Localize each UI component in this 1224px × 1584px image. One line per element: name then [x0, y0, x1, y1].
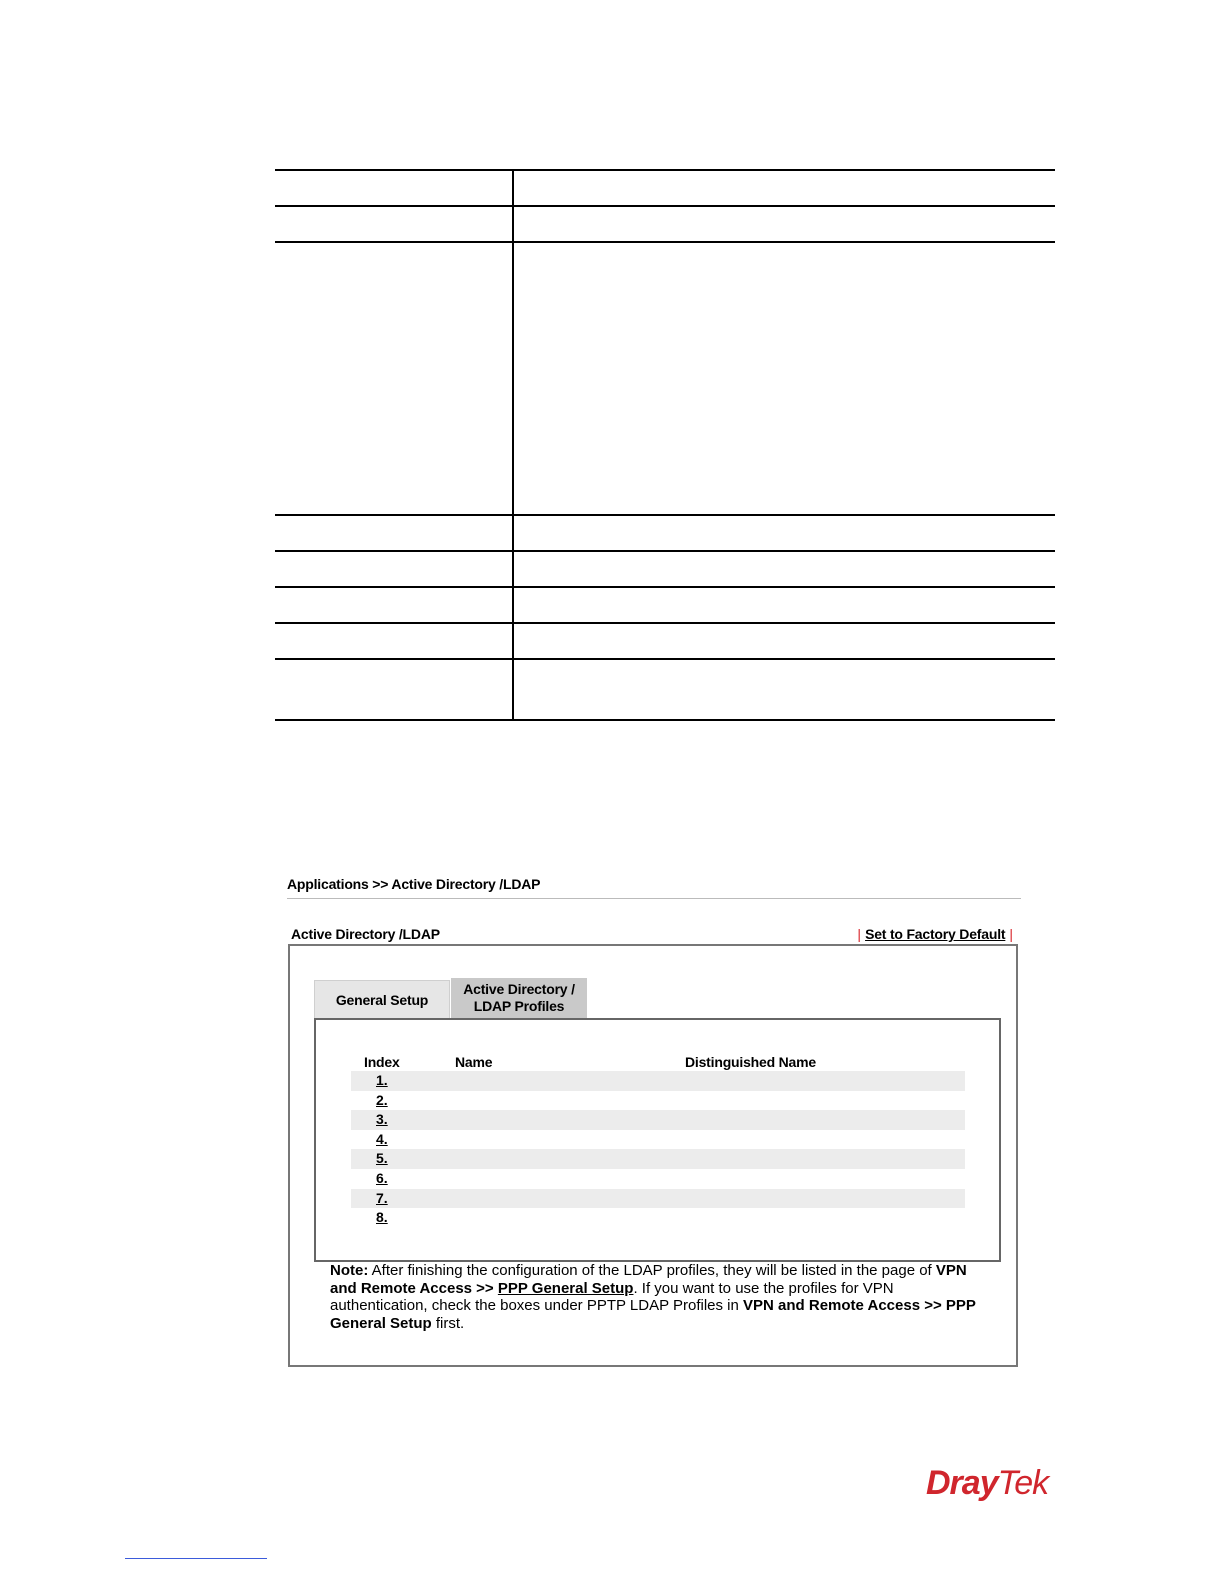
profiles-table-panel	[314, 1018, 1001, 1262]
table-rule	[275, 586, 1055, 588]
ldap-profiles-screenshot	[285, 870, 1025, 1372]
note-text-2: . If you want to use the profiles for VPN authentication, check the boxes under PPTP LDAP Profiles in	[330, 1279, 894, 1314]
profile-index-link[interactable]: 3.	[376, 1111, 388, 1128]
table-row	[351, 1208, 965, 1228]
note-text	[330, 1262, 980, 1332]
profile-index-link[interactable]: 7.	[376, 1189, 388, 1206]
factory-default-area	[853, 926, 1017, 942]
breadcrumb: Applications >> Active Directory /LDAP	[287, 876, 541, 892]
note-label: Note:	[330, 1262, 369, 1279]
table-rule	[275, 514, 1055, 516]
ppp-general-setup-link[interactable]: PPP General Setup	[497, 1279, 634, 1297]
column-header-distinguished-name: Distinguished Name	[685, 1054, 816, 1070]
document-table	[275, 169, 1055, 721]
tab-ldap-label-line2: LDAP Profiles	[473, 998, 565, 1014]
table-row	[351, 1110, 965, 1130]
table-row	[351, 1071, 965, 1091]
table-rule	[275, 622, 1055, 624]
tab-ldap-label-line1: Active Directory /	[463, 981, 575, 997]
profile-index-link[interactable]: 6.	[376, 1169, 388, 1186]
column-header-name: Name	[455, 1054, 493, 1070]
table-rule	[275, 719, 1055, 721]
table-row	[351, 1149, 965, 1169]
section-title: Active Directory /LDAP	[291, 926, 440, 942]
tab-general-setup[interactable]: General Setup	[314, 980, 450, 1020]
table-column-divider	[512, 169, 514, 721]
table-rule	[275, 241, 1055, 243]
profile-index-link[interactable]: 8.	[376, 1209, 388, 1226]
table-rule	[275, 550, 1055, 552]
profile-index-link[interactable]: 1.	[376, 1072, 388, 1088]
table-row	[351, 1130, 965, 1150]
profile-index-link[interactable]: 4.	[376, 1130, 388, 1147]
table-rule	[275, 205, 1055, 207]
table-row	[351, 1091, 965, 1111]
draytek-logo	[926, 1464, 1048, 1503]
breadcrumb-divider	[287, 898, 1021, 899]
profiles-list	[351, 1071, 965, 1228]
table-rule	[275, 169, 1055, 171]
note-bold-2: VPN and Remote Access >> PPP General Setup	[330, 1297, 976, 1332]
separator: |	[857, 926, 862, 942]
table-row	[351, 1189, 965, 1209]
tab-ldap-profiles[interactable]	[451, 978, 587, 1018]
profile-index-link[interactable]: 2.	[376, 1091, 388, 1108]
profile-index-link[interactable]: 5.	[376, 1150, 388, 1167]
separator: |	[1009, 926, 1013, 942]
set-to-factory-default-link[interactable]: Set to Factory Default	[865, 926, 1006, 942]
note-bold-1: VPN and Remote Access >>	[330, 1262, 967, 1297]
table-rule	[275, 658, 1055, 660]
logo-part-1: Dray	[926, 1464, 998, 1502]
note-text-3: first.	[431, 1314, 465, 1332]
footer-rule	[125, 1558, 267, 1559]
note-text-1: After finishing the configuration of the LDAP profiles, they will be listed in the page of	[368, 1262, 936, 1279]
table-row	[351, 1169, 965, 1189]
column-header-index: Index	[364, 1054, 400, 1070]
logo-part-2: Tek	[997, 1464, 1049, 1502]
